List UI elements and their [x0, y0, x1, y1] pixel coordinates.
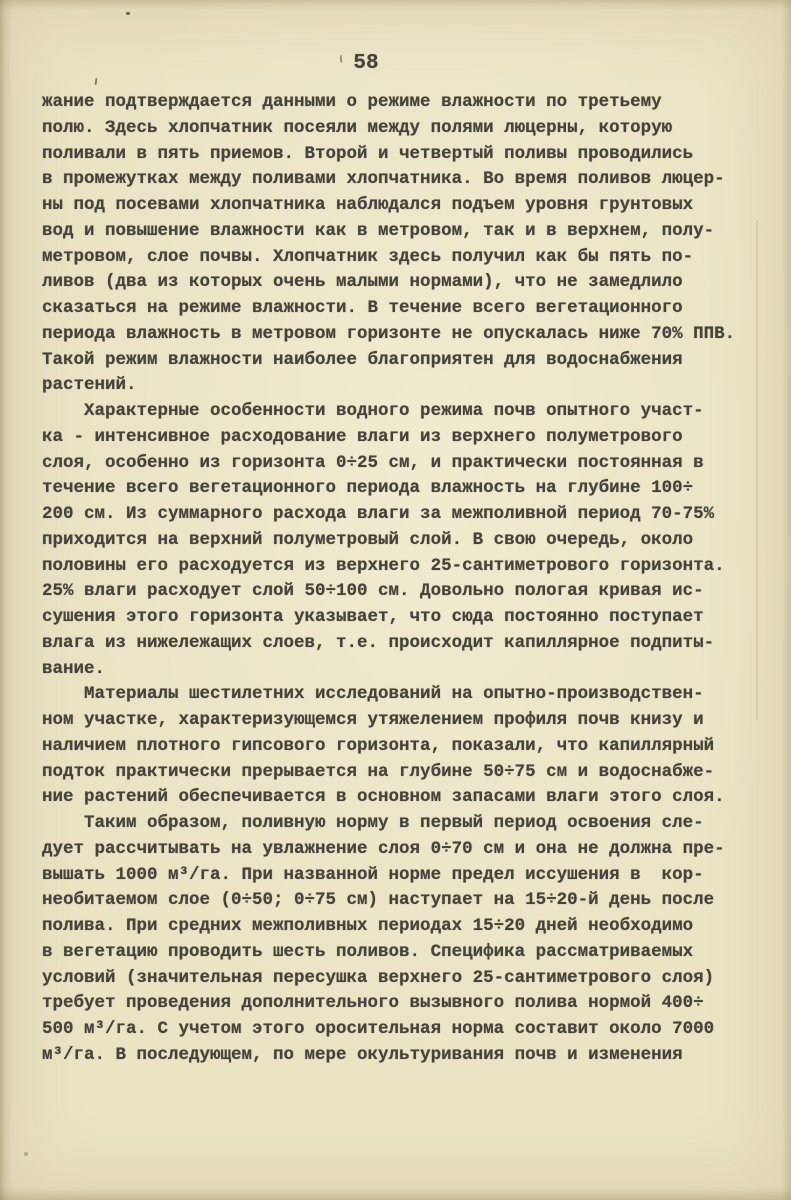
text-line: в промежутках между поливами хлопчатника. Во время поливов люцер- — [42, 169, 725, 190]
text-line: требует проведения дополнительного вызывного полива нормой 400÷ — [42, 993, 704, 1014]
text-line: в вегетацию проводить шесть поливов. Специфика рассматриваемых — [42, 941, 694, 962]
text-line: Такой режим влажности наиболее благоприятен для водоснабжения — [42, 349, 683, 370]
text-line: растений. — [42, 375, 137, 396]
text-line: сушения этого горизонта указывает, что сюда постоянно поступает — [42, 607, 704, 627]
text-line: метровом, слое почвы. Хлопчатник здесь получил как бы пять по- — [42, 246, 694, 267]
page-number: 58 — [353, 52, 379, 75]
text-line: условий (значительная пересушка верхнего 25-сантиметрового слоя) — [42, 967, 715, 988]
text-line: вышать 1000 м³/га. При названной норме предел иссушения в кор- — [42, 864, 704, 885]
paragraph — [42, 811, 782, 1069]
text-line: ка - интенсивное расходование влаги из верхнего полуметрового — [42, 426, 683, 447]
text-line: 25% влаги расходует слой 50÷100 см. Довольно пологая кривая ис- — [42, 581, 704, 602]
text-line: влага из нижележащих слоев, т.е. происходит капиллярное подпиты- — [42, 632, 715, 653]
text-line: подток практически прерывается на глубине 50÷75 см и водоснабже- — [42, 761, 715, 782]
text-line: 200 см. Из суммарного расхода влаги за межполивной период 70-75% — [42, 504, 715, 524]
text-line: полива. При средних межполивных периодах 15÷20 дней необходимо — [42, 916, 694, 936]
paragraph — [42, 682, 782, 811]
text-line: полю. Здесь хлопчатник посеяли между полями люцерны, которую — [42, 117, 673, 138]
text-line: наличием плотного гипсового горизонта, показали, что капиллярный — [42, 735, 715, 756]
text-line: Характерные особенности водного режима почв опытного участ- — [42, 401, 704, 421]
text-line: вод и повышение влажности как в метровом, так и в верхнем, полу- — [42, 220, 715, 241]
text-line: ном участке, характеризующемся утяжелением профиля почв книзу и — [42, 710, 704, 730]
document-text-body — [42, 90, 782, 1069]
text-line: приходится на верхний полуметровый слой. В свою очередь, около — [42, 529, 694, 550]
text-line: жание подтверждается данными о режиме влажности по третьему — [42, 92, 662, 112]
paragraph — [42, 90, 782, 399]
text-line: Таким образом, поливную норму в первый период освоения сле- — [42, 813, 704, 833]
text-line: ливов (два из которых очень малыми нормами), что не замедлило — [42, 272, 683, 293]
text-line: слоя, особенно из горизонта 0÷25 см, и практически постоянная в — [42, 452, 704, 473]
paper-streak — [756, 220, 758, 720]
text-line: дует рассчитывать на увлажнение слоя 0÷70 см и она не должна пре- — [42, 838, 725, 859]
ink-speck — [95, 78, 98, 85]
text-line: течение всего вегетационного периода влажность на глубине 100÷ — [42, 478, 694, 499]
text-line: необитаемом слое (0÷50; 0÷75 см) наступает на 15÷20-й день после — [42, 890, 715, 911]
ink-speck — [126, 12, 130, 15]
ink-speck — [24, 1152, 28, 1156]
text-line: м³/га. В последующем, по мере окультуривания почв и изменения — [42, 1044, 683, 1065]
text-line: Материалы шестилетних исследований на опытно-производствен- — [42, 684, 704, 705]
paragraph — [42, 399, 782, 682]
text-line: ны под посевами хлопчатника наблюдался подъем уровня грунтовых — [42, 195, 694, 215]
text-line: сказаться на режиме влажности. В течение всего вегетационного — [42, 298, 683, 318]
text-line: половины его расходуется из верхнего 25-сантиметрового горизонта. — [42, 555, 725, 576]
text-line: вание. — [42, 658, 106, 679]
text-line: 500 м³/га. С учетом этого оросительная норма составит около 7000 — [42, 1019, 715, 1039]
text-line: поливали в пять приемов. Второй и четвертый поливы проводились — [42, 143, 694, 164]
text-line: ние растений обеспечивается в основном запасами влаги этого слоя. — [42, 787, 725, 808]
text-line: периода влажность в метровом горизонте не опускалась ниже 70% ППВ. — [42, 323, 736, 344]
